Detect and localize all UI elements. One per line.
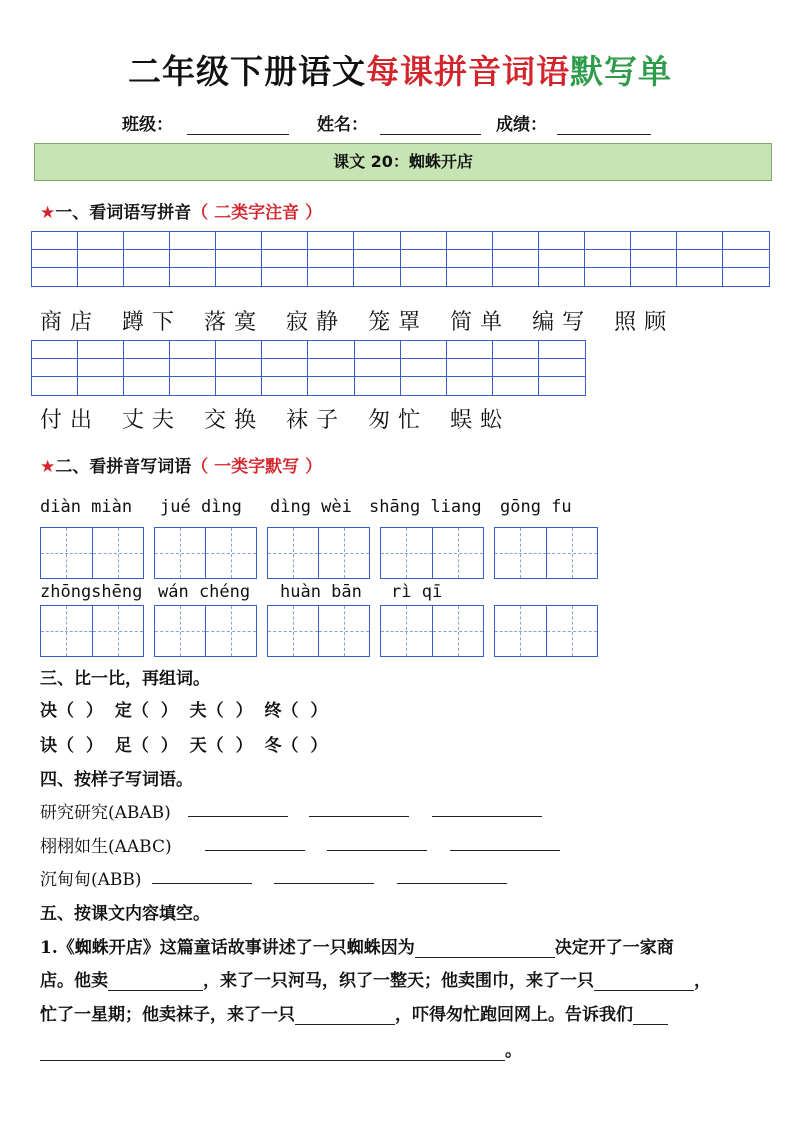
grid-cell[interactable] (78, 268, 124, 286)
name-label: 姓名： (317, 115, 368, 135)
grid-cell[interactable] (677, 268, 723, 286)
grid-cell[interactable] (262, 377, 308, 395)
pinyin-grid-2[interactable] (31, 340, 586, 396)
words-row-2 (40, 403, 510, 434)
grid-cell[interactable] (124, 359, 170, 377)
writing-grid[interactable] (267, 605, 370, 657)
example-abb: 沉甸甸(ABB) (40, 870, 142, 890)
grid-cell[interactable] (447, 268, 493, 286)
answer-blank[interactable] (633, 1006, 668, 1025)
grid-cell[interactable] (308, 250, 354, 268)
grid-cell[interactable] (401, 268, 447, 286)
name-field[interactable] (380, 112, 481, 135)
writing-grid[interactable] (494, 527, 598, 579)
section4-heading: 四、按样子写词语。 (40, 770, 193, 790)
pinyin-8: huàn bān (280, 582, 362, 602)
writing-grid[interactable] (494, 605, 598, 657)
score-field[interactable] (557, 112, 651, 135)
fill-line-2 (40, 966, 711, 991)
grid-cell[interactable] (677, 250, 723, 268)
grid-cell[interactable] (124, 232, 170, 250)
word: 丈夫 (122, 408, 183, 433)
title-part-3: 默写单 (570, 52, 672, 91)
fill-text: 忙了一星期；他卖袜子，来了一只 (40, 1005, 295, 1025)
word: 简单 (450, 310, 511, 335)
grid-cell[interactable] (216, 359, 262, 377)
pinyin-5: gōng fu (500, 497, 572, 517)
section2-note: （ 一类字默写 ） (191, 457, 323, 477)
word: 袜子 (286, 408, 347, 433)
grid-cell[interactable] (170, 341, 216, 359)
fill-text: ，吓得匆忙跑回网上。告诉我们 (395, 1005, 633, 1025)
compare-row-1: 决（ ） 定（ ） 夫（ ） 终（ ） (40, 701, 328, 721)
grid-cell[interactable] (170, 268, 216, 286)
grid-cell[interactable] (32, 359, 78, 377)
fill-text: ， (694, 971, 711, 991)
pinyin-grid-1[interactable] (31, 231, 770, 287)
grid-cell[interactable] (631, 250, 677, 268)
grid-cell[interactable] (170, 232, 216, 250)
grid-cell[interactable] (262, 232, 308, 250)
grid-cell[interactable] (32, 250, 78, 268)
grid-cell[interactable] (170, 250, 216, 268)
section1-title: 一、看词语写拼音 (55, 203, 192, 223)
grid-cell[interactable] (401, 377, 447, 395)
grid-cell[interactable] (308, 341, 354, 359)
pinyin-3: dìng wèi (270, 497, 352, 517)
grid-cell[interactable] (78, 341, 124, 359)
answer-blank[interactable] (188, 798, 288, 817)
grid-cell[interactable] (216, 268, 262, 286)
fill-text: 店。他卖 (40, 971, 108, 991)
example-abab: 研究研究(ABAB) (40, 803, 171, 823)
grid-cell[interactable] (539, 250, 585, 268)
grid-cell[interactable] (124, 250, 170, 268)
grid-cell[interactable] (124, 268, 170, 286)
answer-blank[interactable] (205, 832, 305, 851)
grid-cell[interactable] (493, 250, 539, 268)
grid-cell[interactable] (354, 250, 400, 268)
grid-cell[interactable] (354, 232, 400, 250)
grid-cell[interactable] (493, 268, 539, 286)
section3-heading: 三、比一比，再组词。 (40, 669, 210, 689)
grid-cell[interactable] (32, 232, 78, 250)
fill-text: 决定开了一家商 (554, 938, 674, 958)
grid-cell[interactable] (308, 377, 354, 395)
grid-cell[interactable] (493, 341, 539, 359)
answer-blank[interactable] (432, 798, 542, 817)
fill-line-3 (40, 1000, 668, 1025)
grid-cell[interactable] (216, 377, 262, 395)
writing-grid[interactable] (380, 527, 484, 579)
grid-cell[interactable] (262, 250, 308, 268)
grid-cell[interactable] (308, 268, 354, 286)
grid-cell[interactable] (539, 341, 585, 359)
words-row-1 (40, 305, 674, 336)
grid-cell[interactable] (585, 250, 631, 268)
grid-cell[interactable] (539, 359, 585, 377)
grid-cell[interactable] (216, 232, 262, 250)
lesson-banner: 课文 20：蜘蛛开店 (34, 143, 772, 181)
star-icon: ★ (40, 457, 56, 477)
grid-cell[interactable] (78, 232, 124, 250)
grid-cell[interactable] (723, 250, 769, 268)
grid-cell[interactable] (493, 232, 539, 250)
answer-blank[interactable] (397, 865, 507, 884)
fill-text: 1.《蜘蛛开店》这篇童话故事讲述了一只蜘蛛因为 (40, 938, 415, 958)
answer-blank[interactable] (450, 832, 560, 851)
grid-cell[interactable] (447, 250, 493, 268)
grid-cell[interactable] (447, 377, 493, 395)
word: 付出 (40, 408, 101, 433)
word: 编写 (532, 310, 593, 335)
fill-text: ，来了一只河马，织了一整天；他卖围巾，来了一只 (203, 971, 594, 991)
word: 照顾 (614, 310, 675, 335)
class-field[interactable] (187, 112, 289, 135)
grid-cell[interactable] (677, 232, 723, 250)
grid-cell[interactable] (401, 341, 447, 359)
star-icon: ★ (40, 203, 56, 223)
grid-cell[interactable] (585, 268, 631, 286)
grid-cell[interactable] (447, 341, 493, 359)
grid-cell[interactable] (447, 359, 493, 377)
writing-grid[interactable] (154, 605, 257, 657)
grid-cell[interactable] (723, 268, 769, 286)
word: 笼罩 (368, 310, 429, 335)
grid-cell[interactable] (493, 359, 539, 377)
grid-cell[interactable] (32, 341, 78, 359)
pinyin-9: rì qī (391, 582, 443, 602)
writing-grid[interactable] (267, 527, 370, 579)
word: 商店 (40, 310, 101, 335)
grid-cell[interactable] (78, 359, 124, 377)
grid-cell[interactable] (585, 232, 631, 250)
grid-cell[interactable] (78, 250, 124, 268)
word: 蜈蚣 (450, 408, 511, 433)
grid-cell[interactable] (216, 250, 262, 268)
pinyin-6: zhōngshēng (40, 582, 143, 602)
section1-heading (40, 198, 322, 223)
word: 匆忙 (368, 408, 429, 433)
grid-cell[interactable] (308, 232, 354, 250)
answer-blank[interactable] (309, 798, 409, 817)
grid-cell[interactable] (401, 232, 447, 250)
grid-cell[interactable] (631, 232, 677, 250)
section2-title: 二、看拼音写词语 (55, 457, 192, 477)
grid-cell[interactable] (262, 268, 308, 286)
answer-blank[interactable] (152, 865, 252, 884)
answer-blank[interactable] (108, 972, 203, 991)
grid-cell[interactable] (32, 268, 78, 286)
answer-blank[interactable] (274, 865, 374, 884)
grid-cell[interactable] (447, 232, 493, 250)
word: 落寞 (204, 310, 265, 335)
word: 蹲下 (122, 310, 183, 335)
grid-cell[interactable] (723, 232, 769, 250)
example-aabc: 栩栩如生(AABC) (40, 837, 172, 857)
writing-grid[interactable] (380, 605, 484, 657)
title-part-2: 每课拼音词语 (366, 52, 570, 91)
grid-cell[interactable] (631, 268, 677, 286)
answer-blank[interactable] (594, 972, 694, 991)
answer-blank[interactable] (415, 939, 555, 958)
section1-note: （ 二类字注音 ） (191, 203, 323, 223)
grid-cell[interactable] (355, 377, 401, 395)
grid-cell[interactable] (355, 359, 401, 377)
writing-grid[interactable] (40, 527, 144, 579)
grid-cell[interactable] (539, 232, 585, 250)
class-label: 班级： (122, 115, 173, 135)
section5-heading: 五、按课文内容填空。 (40, 904, 210, 924)
grid-cell[interactable] (539, 268, 585, 286)
grid-cell[interactable] (216, 341, 262, 359)
word: 交换 (204, 408, 265, 433)
answer-blank[interactable] (40, 1042, 505, 1061)
grid-cell[interactable] (262, 359, 308, 377)
grid-cell[interactable] (32, 377, 78, 395)
grid-cell[interactable] (354, 268, 400, 286)
fill-text: 。 (505, 1041, 522, 1061)
answer-blank[interactable] (295, 1006, 395, 1025)
grid-cell[interactable] (170, 359, 216, 377)
grid-cell[interactable] (401, 359, 447, 377)
grid-cell[interactable] (308, 359, 354, 377)
grid-cell[interactable] (124, 377, 170, 395)
writing-grid[interactable] (154, 527, 257, 579)
fill-line-1 (40, 933, 674, 958)
answer-blank[interactable] (327, 832, 427, 851)
pinyin-1: diàn miàn (40, 497, 133, 517)
grid-cell[interactable] (262, 341, 308, 359)
page-title (0, 46, 800, 93)
pinyin-7: wán chéng (158, 582, 251, 602)
writing-grid[interactable] (40, 605, 144, 657)
grid-cell[interactable] (355, 341, 401, 359)
title-part-1: 二年级下册语文 (128, 52, 366, 91)
grid-cell[interactable] (401, 250, 447, 268)
grid-cell[interactable] (124, 341, 170, 359)
pinyin-2: jué dìng (160, 497, 242, 517)
section2-heading (40, 452, 322, 477)
pinyin-4: shāng liang (369, 497, 482, 517)
grid-cell[interactable] (493, 377, 539, 395)
score-label: 成绩： (496, 115, 547, 135)
grid-cell[interactable] (539, 377, 585, 395)
grid-cell[interactable] (170, 377, 216, 395)
fill-line-4 (40, 1036, 522, 1061)
compare-row-2: 诀（ ） 足（ ） 天（ ） 冬（ ） (40, 736, 328, 756)
grid-cell[interactable] (78, 377, 124, 395)
word: 寂静 (286, 310, 347, 335)
